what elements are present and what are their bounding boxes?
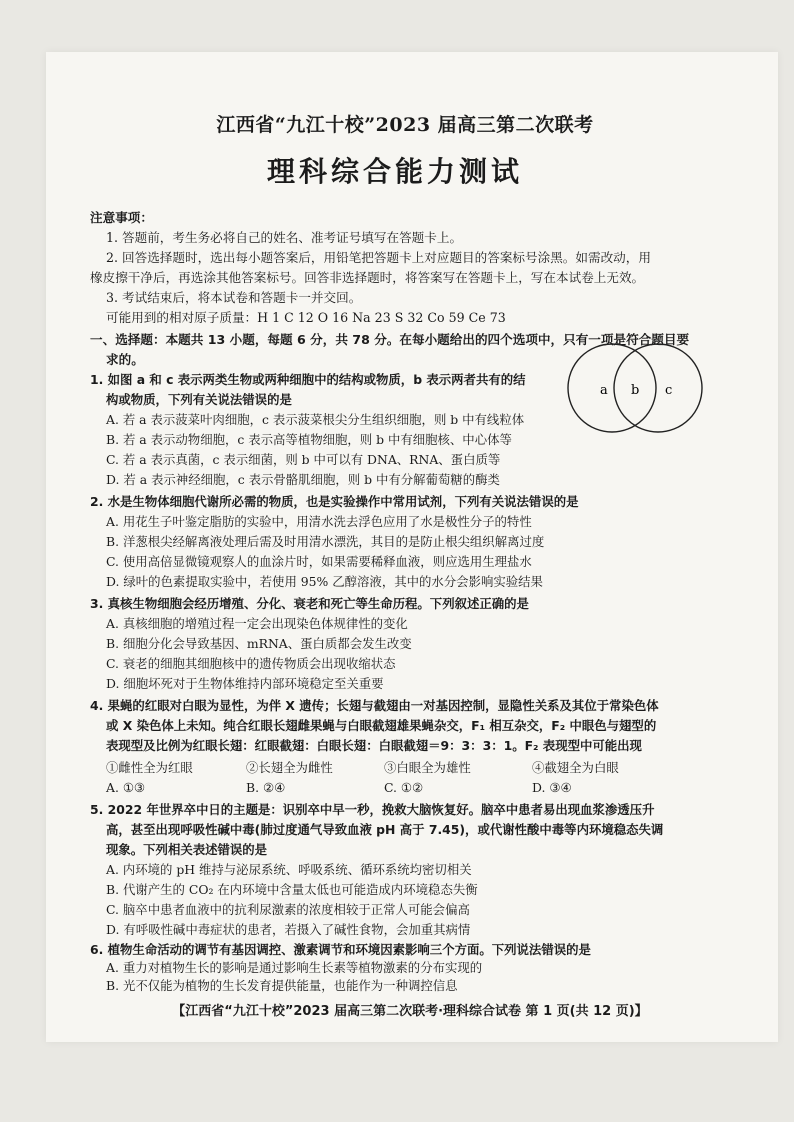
question-1-option: B. 若 a 表示动物细胞，c 表示高等植物细胞，则 b 中有细胞核、中心体等 — [106, 432, 512, 447]
question-2-option: D. 绿叶的色素提取实验中，若使用 95% 乙醇溶液，其中的水分会影响实验结果 — [106, 574, 543, 589]
question-4-option: B. ②④ — [246, 780, 286, 795]
question-4-statement: ④截翅全为白眼 — [532, 760, 619, 775]
question-6-option: B. 光不仅能为植物的生长发育提供能量，也能作为一种调控信息 — [106, 978, 458, 993]
question-1-option: C. 若 a 表示真菌，c 表示细菌，则 b 中可以有 DNA、RNA、蛋白质等 — [106, 452, 501, 467]
question-1-stem: 1. 如图 a 和 c 表示两类生物或两种细胞中的结构或物质，b 表示两者共有的结 — [90, 372, 526, 387]
venn-label-a: a — [600, 383, 608, 398]
notes-line: 橡皮擦干净后，再选涂其他答案标号。回答非选择题时，将答案写在答题卡上，写在本试卷上无效。 — [90, 270, 645, 285]
question-5-stem: 5. 2022 年世界卒中日的主题是：识别卒中早一秒，挽救大脑恢复好。脑卒中患者易出现血浆渗透压升 — [90, 802, 655, 817]
question-4-statement: ①雌性全为红眼 — [106, 760, 193, 775]
question-6-option: A. 重力对植物生长的影响是通过影响生长素等植物激素的分布实现的 — [106, 960, 483, 975]
question-5-option: A. 内环境的 pH 维持与泌尿系统、呼吸系统、循环系统均密切相关 — [106, 862, 472, 877]
question-4-stem: 或 X 染色体上未知。纯合红眼长翅雌果蝇与白眼截翅雄果蝇杂交，F₁ 相互杂交，F₂ 中眼色与翅型的 — [106, 718, 657, 733]
question-3-option: C. 衰老的细胞其细胞核中的遗传物质会出现收缩状态 — [106, 656, 396, 671]
section-heading: 一、选择题：本题共 13 小题，每题 6 分，共 78 分。在每小题给出的四个选项中，只有一项是符合题目要 — [90, 332, 690, 347]
question-2-option: C. 使用高倍显微镜观察人的血涂片时，如果需要稀释血液，则应选用生理盐水 — [106, 554, 532, 569]
venn-circle-left — [568, 344, 656, 432]
subject-title: 理科综合能力测试 — [266, 155, 523, 188]
question-2-option: B. 洋葱根尖经解离液处理后需及时用清水漂洗，其目的是防止根尖组织解离过度 — [106, 534, 545, 549]
question-2-stem: 2. 水是生物体细胞代谢所必需的物质，也是实验操作中常用试剂，下列有关说法错误的是 — [90, 494, 579, 509]
question-1-stem: 构或物质，下列有关说法错误的是 — [106, 392, 292, 407]
question-4-option: C. ①② — [384, 780, 424, 795]
notes-line: 可能用到的相对原子质量：H 1 C 12 O 16 Na 23 S 32 Co 59 Ce 73 — [106, 310, 506, 325]
question-3-option: A. 真核细胞的增殖过程一定会出现染色体规律性的变化 — [106, 616, 408, 631]
question-3-stem: 3. 真核生物细胞会经历增殖、分化、衰老和死亡等生命历程。下列叙述正确的是 — [90, 596, 529, 611]
question-4-stem: 表现型及比例为红眼长翅：红眼截翅：白眼长翅：白眼截翅＝9：3：3：1。F₂ 表现型中可能出现 — [106, 738, 642, 753]
question-5-stem: 高，甚至出现呼吸性碱中毒(肺过度通气导致血液 pH 高于 7.45)，或代谢性酸中毒等内环境稳态失调 — [106, 822, 664, 837]
venn-label-c: c — [665, 383, 673, 398]
question-4-statement: ③白眼全为雄性 — [384, 760, 471, 775]
question-3-option: D. 细胞坏死对于生物体维持内部环境稳定至关重要 — [106, 676, 384, 691]
question-4-option: D. ③④ — [532, 780, 572, 795]
notes-line: 1. 答题前，考生务必将自己的姓名、准考证号填写在答题卡上。 — [106, 230, 463, 245]
notes-line: 3. 考试结束后，将本试卷和答题卡一并交回。 — [106, 290, 362, 305]
venn-label-b: b — [631, 383, 640, 398]
page-footer: 【江西省“九江十校”2023 届高三第二次联考·理科综合试卷 第 1 页(共 12 页)】 — [172, 1004, 648, 1019]
venn-circle-right — [614, 344, 702, 432]
section-heading-cont: 求的。 — [106, 352, 144, 367]
question-2-option: A. 用花生子叶鉴定脂肪的实验中，用清水洗去浮色应用了水是极性分子的特性 — [106, 514, 532, 529]
venn-diagram — [560, 338, 710, 438]
question-5-stem: 现象。下列相关表述错误的是 — [106, 842, 268, 857]
exam-title: 江西省“九江十校”2023 届高三第二次联考 — [216, 114, 594, 136]
question-5-option: C. 脑卒中患者血液中的抗利尿激素的浓度相较于正常人可能会偏高 — [106, 902, 470, 917]
question-4-statement: ②长翅全为雌性 — [246, 760, 333, 775]
question-5-option: B. 代谢产生的 CO₂ 在内环境中含量太低也可能造成内环境稳态失衡 — [106, 882, 478, 897]
question-1-option: A. 若 a 表示菠菜叶肉细胞，c 表示菠菜根尖分生组织细胞，则 b 中有线粒体 — [106, 412, 525, 427]
question-6-stem: 6. 植物生命活动的调节有基因调控、激素调节和环境因素影响三个方面。下列说法错误的是 — [90, 942, 591, 957]
question-5-option: D. 有呼吸性碱中毒症状的患者，若摄入了碱性食物，会加重其病情 — [106, 922, 471, 937]
question-4-stem: 4. 果蝇的红眼对白眼为显性，为伴 X 遗传；长翅与截翅由一对基因控制，显隐性关系及其位于常染色体 — [90, 698, 659, 713]
question-4-option: A. ①③ — [106, 780, 146, 795]
notes-heading: 注意事项： — [90, 210, 153, 225]
notes-line: 2. 回答选择题时，选出每小题答案后，用铅笔把答题卡上对应题目的答案标号涂黑。如需改动，用 — [106, 250, 651, 265]
question-3-option: B. 细胞分化会导致基因、mRNA、蛋白质都会发生改变 — [106, 636, 412, 651]
question-1-option: D. 若 a 表示神经细胞，c 表示骨骼肌细胞，则 b 中有分解葡萄糖的酶类 — [106, 472, 500, 487]
